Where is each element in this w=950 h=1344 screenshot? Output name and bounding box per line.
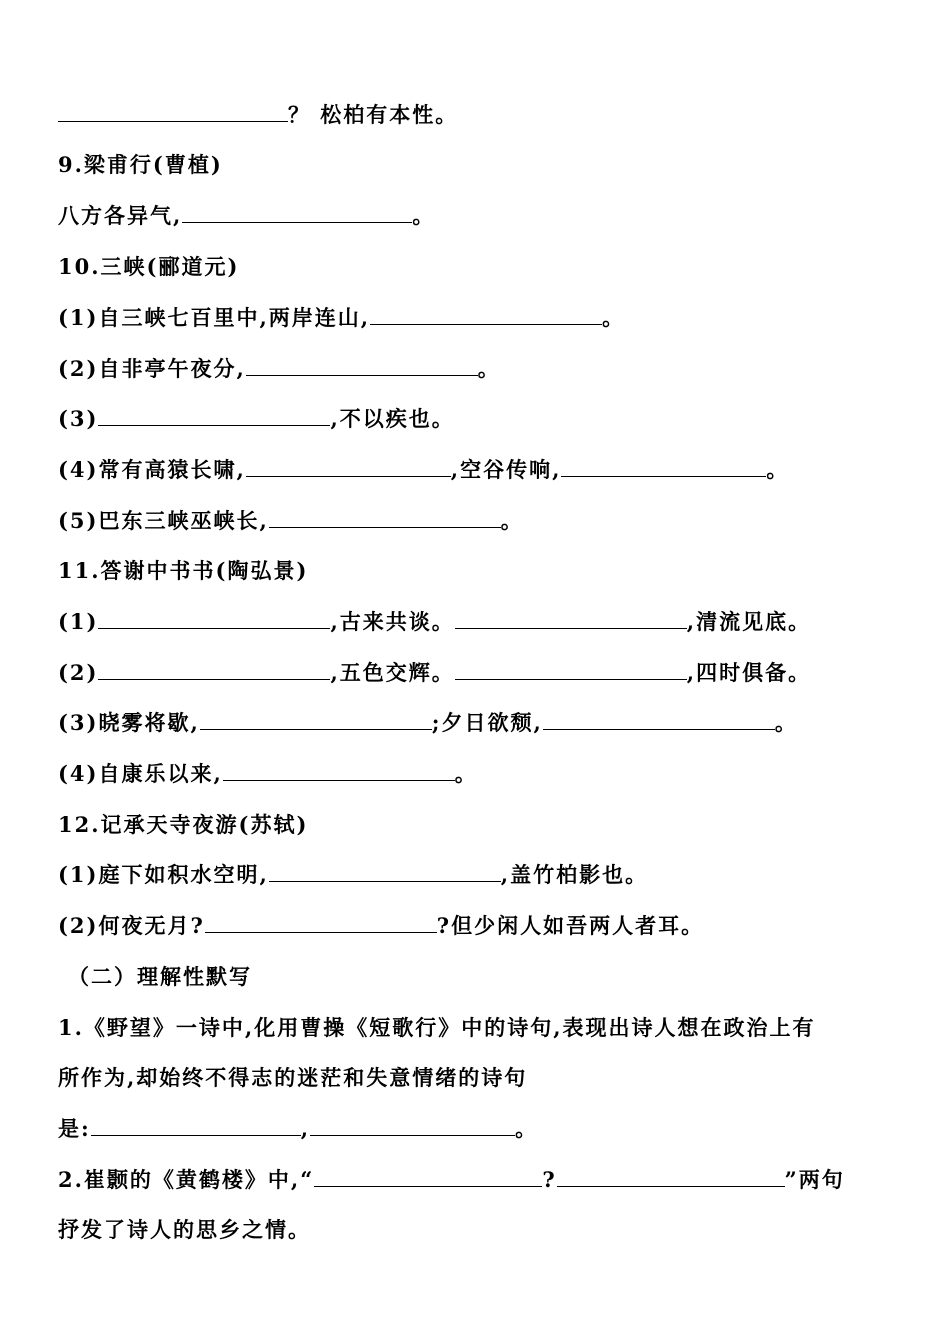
question-1-line-1: 1.《野望》一诗中,化用曹操《短歌行》中的诗句,表现出诗人想在政治上有 [58,1015,816,1040]
fill-blank[interactable] [58,103,288,122]
fill-blank[interactable] [455,610,687,629]
fill-blank[interactable] [269,509,501,528]
line-13: (3)晓雾将歇, ;夕日欲颓, 。 [58,710,798,735]
line-12: (2) ,五色交辉。 ,四时俱备。 [58,660,812,685]
fill-blank[interactable] [455,661,687,680]
line-3: 八方各异气, 。 [58,203,436,228]
fill-blank[interactable] [246,458,451,477]
section-heading-9: 9.梁甫行(曹植) [58,152,223,177]
fill-blank[interactable] [205,914,437,933]
question-1-line-2: 所作为,却始终不得志的迷茫和失意情绪的诗句 [58,1065,528,1090]
line-6: (2)自非亭午夜分, 。 [58,356,501,381]
fill-blank[interactable] [246,357,478,376]
line-11: (1) ,古来共谈。 ,清流见底。 [58,609,812,634]
fill-blank[interactable] [370,306,602,325]
fill-blank[interactable] [557,1168,785,1187]
line-1: ？ 松柏有本性。 [58,100,458,130]
fill-blank[interactable] [182,204,412,223]
fill-blank[interactable] [543,711,775,730]
section-heading-12: 12.记承天寺夜游(苏轼) [58,812,309,837]
question-2-line-1: 2.崔颢的《黄鹤楼》中,“ ? ”两句 [58,1167,845,1192]
line-14: (4)自康乐以来, 。 [58,761,478,786]
fill-blank[interactable] [98,610,330,629]
line-5: (1)自三峡七百里中,两岸连山, 。 [58,305,626,330]
fill-blank[interactable] [98,407,330,426]
question-1-answer: 是: , 。 [58,1116,539,1141]
line-7: (3) ,不以疾也。 [58,406,455,431]
fill-blank[interactable] [314,1168,542,1187]
fill-blank[interactable] [200,711,432,730]
line-16: (1)庭下如积水空明, ,盖竹柏影也。 [58,862,649,887]
part-heading: （二）理解性默写 [68,964,252,989]
question-2-line-2: 抒发了诗人的思乡之情。 [58,1217,311,1242]
fill-blank[interactable] [310,1117,515,1136]
line-17: (2)何夜无月? ?但少闲人如吾两人者耳。 [58,913,705,938]
fill-blank[interactable] [561,458,766,477]
line-8: (4)常有高猿长啸, ,空谷传响, 。 [58,457,790,482]
line-9: (5)巴东三峡巫峡长, 。 [58,508,524,533]
fill-blank[interactable] [269,863,501,882]
section-heading-10: 10.三峡(郦道元) [58,254,240,279]
fill-blank[interactable] [223,762,455,781]
section-heading-11: 11.答谢中书书(陶弘景) [58,558,309,583]
fill-blank[interactable] [98,661,330,680]
fill-blank[interactable] [91,1117,301,1136]
